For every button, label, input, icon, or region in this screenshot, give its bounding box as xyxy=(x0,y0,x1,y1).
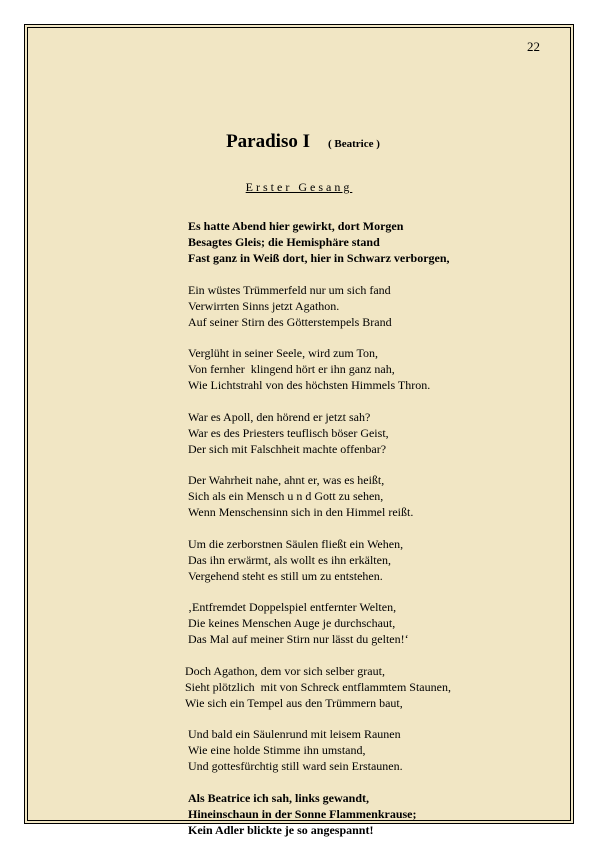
verse-line: Das ihn erwärmt, als wollt es ihn erkälten, xyxy=(188,552,391,567)
poem-subtitle: ( Beatrice ) xyxy=(328,138,380,150)
verse-line: Und bald ein Säulenrund mit leisem Raunen xyxy=(188,727,401,741)
verse-line: Sich als ein Mensch u n d Gott zu sehen, xyxy=(188,489,384,503)
verse-line: Der sich mit Falschheit machte offenbar? xyxy=(188,441,387,456)
verse-line: Ein wüstes Trümmerfeld nur um sich fand xyxy=(188,282,391,297)
stanza-3 xyxy=(188,345,451,393)
stanza-10 xyxy=(188,790,451,838)
verse-line: Und gottesfürchtig still ward sein Erstaunen. xyxy=(188,759,403,773)
verse-line: Doch Agathon, dem vor sich selber graut, xyxy=(185,663,385,678)
stanza-7 xyxy=(188,599,451,647)
verse-line: Wie Lichtstrahl von des höchsten Himmels Thron. xyxy=(188,378,431,392)
page-frame xyxy=(24,24,574,837)
stanza-6 xyxy=(188,536,451,584)
stanza-2 xyxy=(188,282,451,330)
poem-body xyxy=(185,218,451,853)
stanza-1 xyxy=(188,218,451,266)
verse-line: Sieht plötzlich mit von Schreck entflammtem Staunen, xyxy=(185,679,451,694)
verse-line: Als Beatrice ich sah, links gewandt, xyxy=(188,790,370,805)
verse-line: Wie sich ein Tempel aus den Trümmern baut, xyxy=(185,695,403,710)
verse-line: Von fernher klingend hört er ihn ganz nah, xyxy=(188,362,395,376)
verse-line: Verwirrten Sinns jetzt Agathon. xyxy=(188,298,340,313)
stanza-5 xyxy=(188,472,451,520)
page-number: 22 xyxy=(527,39,540,54)
verse-line: Wenn Menschensinn sich in den Himmel reißt. xyxy=(188,505,414,519)
verse-line: Kein Adler blickte je so angespannt! xyxy=(188,822,374,837)
verse-line: Vergehend steht es still um zu entstehen. xyxy=(188,568,383,583)
stanza-4 xyxy=(188,409,451,457)
verse-line: Verglüht in seiner Seele, wird zum Ton, xyxy=(188,346,379,360)
verse-line: Der Wahrheit nahe, ahnt er, was es heißt, xyxy=(188,473,385,487)
poem-title: Paradiso I xyxy=(226,131,310,152)
verse-line: ‚Entfremdet Doppelspiel entfernter Welten, xyxy=(188,600,397,614)
verse-line: Das Mal auf meiner Stirn nur lässt du gelten!‘ xyxy=(188,632,409,646)
stanza-8 xyxy=(185,663,451,711)
verse-line: Fast ganz in Weiß dort, hier in Schwarz verborgen, xyxy=(188,251,450,265)
verse-line: Um die zerborstnen Säulen fließt ein Wehen, xyxy=(188,536,404,551)
verse-line: Auf seiner Stirn des Götterstempels Brand xyxy=(188,314,392,329)
verse-line: War es Apoll, den hörend er jetzt sah? xyxy=(188,409,371,424)
verse-line: Besagtes Gleis; die Hemisphäre stand xyxy=(188,235,380,249)
verse-line: War es des Priesters teuflisch böser Geist, xyxy=(188,425,389,440)
verse-line: Hineinschaun in der Sonne Flammenkrause; xyxy=(188,806,417,821)
verse-line: Es hatte Abend hier gewirkt, dort Morgen xyxy=(188,219,404,233)
title-line xyxy=(28,131,570,153)
canto-heading: Erster Gesang xyxy=(245,180,353,194)
verse-line: Wie eine holde Stimme ihn umstand, xyxy=(188,743,366,757)
stanza-9 xyxy=(188,726,451,774)
verse-line: Die keines Menschen Auge je durchschaut, xyxy=(188,616,396,630)
